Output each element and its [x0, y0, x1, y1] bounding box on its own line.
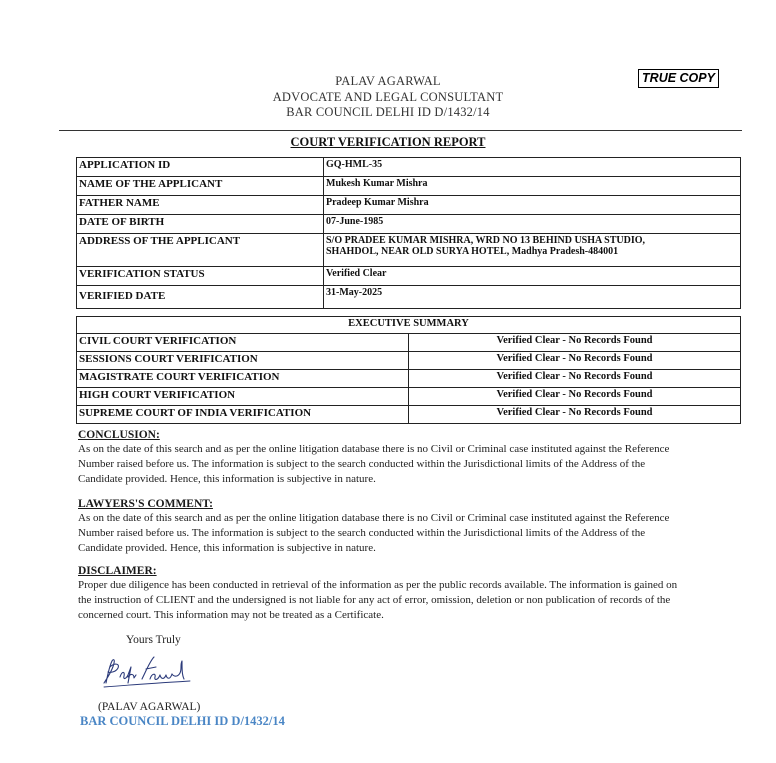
applicant-details-table — [76, 157, 741, 309]
table-row — [77, 267, 741, 286]
advocate-role: ADVOCATE AND LEGAL CONSULTANT — [272, 89, 504, 104]
summary-value: Verified Clear - No Records Found — [409, 370, 741, 388]
yours-truly: Yours Truly — [126, 634, 181, 646]
address-line-2: SHAHDOL, NEAR OLD SURYA HOTEL, Madhya Pradesh-484001 — [326, 246, 619, 257]
table-row — [77, 406, 741, 424]
lawyers-comment-line-3: Candidate provided. Hence, this information is subjective in nature. — [78, 542, 376, 554]
detail-label: APPLICATION ID — [77, 158, 324, 177]
summary-label: HIGH COURT VERIFICATION — [77, 388, 409, 406]
summary-label: SUPREME COURT OF INDIA VERIFICATION — [77, 406, 409, 424]
detail-value: Pradeep Kumar Mishra — [324, 196, 741, 215]
detail-label: NAME OF THE APPLICANT — [77, 177, 324, 196]
handwritten-signature — [98, 653, 198, 693]
detail-value: 31-May-2025 — [324, 286, 741, 309]
detail-label: ADDRESS OF THE APPLICANT — [77, 234, 324, 267]
advocate-name: PALAV AGARWAL — [335, 74, 441, 88]
summary-value: Verified Clear - No Records Found — [409, 388, 741, 406]
detail-label: VERIFIED DATE — [77, 286, 324, 309]
disclaimer-heading: DISCLAIMER: — [78, 565, 157, 577]
conclusion-line-2: Number raised before us. The information is subject to the search conducted within the Jurisdictional limits of the Address of the — [78, 458, 646, 470]
detail-label: DATE OF BIRTH — [77, 215, 324, 234]
report-title: COURT VERIFICATION REPORT — [290, 135, 486, 149]
table-row — [77, 388, 741, 406]
true-copy-stamp: TRUE COPY — [638, 69, 719, 88]
table-row — [77, 234, 741, 267]
signer-bar-id: BAR COUNCIL DELHI ID D/1432/14 — [80, 714, 285, 728]
disclaimer-line-1: Proper due diligence has been conducted in retrieval of the information as per the public records available. The information is gained on — [78, 579, 678, 591]
lawyers-comment-line-1: As on the date of this search and as per the online litigation database there is no Civil or Criminal case instituted against the Reference — [78, 512, 670, 524]
table-row — [77, 286, 741, 309]
detail-value — [324, 234, 741, 267]
conclusion-heading: CONCLUSION: — [78, 429, 160, 441]
detail-value: Mukesh Kumar Mishra — [324, 177, 741, 196]
detail-label: VERIFICATION STATUS — [77, 267, 324, 286]
summary-label: MAGISTRATE COURT VERIFICATION — [77, 370, 409, 388]
disclaimer-line-3: concerned court. This information may not be treated as a Certificate. — [78, 609, 384, 621]
executive-summary-table — [76, 316, 741, 424]
summary-value: Verified Clear - No Records Found — [409, 334, 741, 352]
detail-value: GQ-HML-35 — [324, 158, 741, 177]
table-row — [77, 352, 741, 370]
summary-label: CIVIL COURT VERIFICATION — [77, 334, 409, 352]
detail-label: FATHER NAME — [77, 196, 324, 215]
address-line-1: S/O PRADEE KUMAR MISHRA, WRD NO 13 BEHIND USHA STUDIO, — [326, 235, 646, 246]
signer-name: (PALAV AGARWAL) — [98, 701, 201, 713]
conclusion-line-3: Candidate provided. Hence, this information is subjective in nature. — [78, 473, 376, 485]
detail-value: Verified Clear — [324, 267, 741, 286]
conclusion-line-1: As on the date of this search and as per the online litigation database there is no Civil or Criminal case instituted against the Reference — [78, 443, 670, 455]
summary-value: Verified Clear - No Records Found — [409, 406, 741, 424]
table-row — [77, 196, 741, 215]
disclaimer-section — [78, 564, 730, 623]
table-row — [77, 177, 741, 196]
summary-header-row — [77, 317, 741, 334]
table-row — [77, 370, 741, 388]
summary-value: Verified Clear - No Records Found — [409, 352, 741, 370]
summary-label: SESSIONS COURT VERIFICATION — [77, 352, 409, 370]
detail-value: 07-June-1985 — [324, 215, 741, 234]
executive-summary-title: EXECUTIVE SUMMARY — [77, 317, 741, 334]
lawyers-comment-heading: LAWYERS'S COMMENT: — [78, 498, 213, 510]
table-row — [77, 158, 741, 177]
disclaimer-line-2: the instruction of CLIENT and the undersigned is not liable for any act of error, omission, deletion or non publication of records of the — [78, 594, 671, 606]
conclusion-section — [78, 428, 730, 487]
lawyers-comment-section — [78, 497, 730, 556]
lawyers-comment-line-2: Number raised before us. The information is subject to the search conducted within the Jurisdictional limits of the Address of the — [78, 527, 646, 539]
header-divider — [59, 130, 742, 131]
advocate-bar-id: BAR COUNCIL DELHI ID D/1432/14 — [286, 105, 490, 119]
table-row — [77, 215, 741, 234]
table-row — [77, 334, 741, 352]
